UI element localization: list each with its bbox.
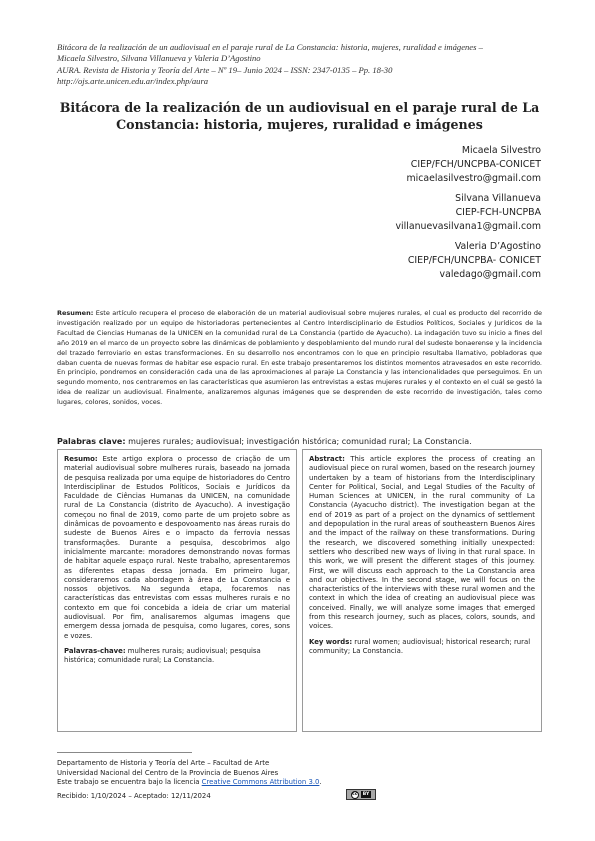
header-authors: Micaela Silvestro, Silvana Villanueva y Valeria D’Agostino	[57, 53, 261, 64]
author-email[interactable]: villanuevasilvana1@gmail.com	[395, 221, 541, 233]
abstract-english-text: This article explores the process of creating an audiovisual piece on rural women, based on the research journey undertaken by a team of historians from the Interdisciplinary Center for Political, Social, and Legal Studies of the Faculty of Human Sciences at UNICEN, in the rural community of La Constancia (Ayacucho district). The investigation began at the end of 2019 as part of a project on the dynamics of settlement and depopulation in the rural areas of southeastern Buenos Aires and the impact of the railway on these transformations. During the research, we discovered something initially unexpected: settlers who described new ways of living in that rural space. In this work, we will present the different stages of this journey. First, we will discuss each approach to the La Constancia area and our objectives. In the second stage, we will focus on the characteristics of the interviews with these rural women and the context in which the idea of creating an audiovisual piece was conceived. Finally, we will analyze some images that emerged from this research journey, such as places, colors, sounds, and voices.	[309, 455, 535, 631]
cc-icon: cc	[352, 791, 358, 797]
author-email[interactable]: micaelasilvestro@gmail.com	[406, 173, 541, 185]
footer	[57, 759, 542, 788]
received-accepted-dates: Recibido: 1/10/2024 – Aceptado: 12/11/2024	[57, 792, 211, 800]
keywords-english-label: Key words:	[309, 637, 353, 646]
abstract-portuguese-label: Resumo:	[64, 455, 98, 463]
keywords-portuguese	[64, 647, 290, 666]
keywords-english-text: rural women; audiovisual; historical research; rural community; La Constancia.	[309, 637, 531, 655]
author-name: Silvana Villanueva	[455, 193, 541, 204]
footer-university: Universidad Nacional del Centro de la Provincia de Buenos Aires	[57, 768, 279, 777]
author-name: Valeria D’Agostino	[454, 241, 541, 252]
author-block-1	[406, 144, 541, 187]
abstract-spanish-text: Este artículo recupera el proceso de elaboración de un material audiovisual sobre mujeres rurales, el cual es producto del recorrido de investigación realizado por un equipo de historiadoras pertenecientes al Centro Interdisciplinario de Estudios Políticos, Sociales y Jurídicos de la Facultad de Ciencias Humanas de la UNICEN en la comunidad rural de La Constancia (partido de Ayacucho). La indagación tuvo su inicio a fines del año 2019 en el marco de un proyecto sobre las dinámicas de poblamiento y despoblamiento del mundo rural del sudeste bonaerense y la incidencia del trazado ferroviario en estas transformaciones. En su desarrollo nos encontramos con lo que en principio resultaba llamativo, pobladoras que daban cuenta de nuevas formas de habitar ese espacio rural. En este trabajo presentaremos los distintos momentos atravesados en este recorrido. En principio, pondremos en consideración cada una de las aproximaciones al paraje La Constancia y las intencionalidades que perseguimos. En un segundo momento, nos centraremos en las características que asumieron las entrevistas a estas mujeres rurales y el contexto en el cuál se gestó la idea de realizar un audiovisual. Finalmente, analizaremos algunas imágenes que se desprenden de este recorrido de investigación, tales como lugares, colores, sonidos, voces.	[57, 309, 542, 407]
keywords-spanish	[57, 436, 542, 447]
abstract-spanish	[57, 309, 542, 408]
author-email[interactable]: valedago@gmail.com	[439, 269, 541, 281]
running-header	[57, 42, 542, 88]
author-block-3	[408, 240, 541, 283]
author-affiliation: CIEP/FCH/UNCPBA- CONICET	[407, 255, 541, 267]
abstract-english-box	[302, 449, 542, 732]
abstract-english-label: Abstract:	[309, 455, 345, 463]
author-affiliation: CIEP/FCH/UNCPBA-CONICET	[410, 159, 541, 171]
author-name: Micaela Silvestro	[461, 145, 541, 156]
footer-license-prefix: Este trabajo se encuentra bajo la licencia	[57, 778, 202, 787]
abstract-portuguese-box	[57, 449, 297, 732]
keywords-portuguese-label: Palavras-chave:	[64, 646, 126, 655]
keywords-portuguese-text: mulheres rurais; audiovisual; pesquisa histórica; comunidade rural; La Constancia.	[64, 646, 261, 665]
author-block-2	[395, 192, 541, 235]
header-article-title: Bitácora de la realización de un audiovisual en el paraje rural de La Constancia: historia, mujeres, ruralidad e imágenes –	[57, 42, 483, 52]
article-title	[57, 99, 542, 133]
abstract-spanish-label: Resumen:	[57, 309, 94, 317]
abstract-portuguese-text: Este artigo explora o processo de criação de um material audiovisual sobre mulheres rurais, baseado na jornada de pesquisa realizada por uma equipe de historiadores do Centro Interdisciplinar de Estudos Políticos, Sociais e Jurídicos da Faculdade de Ciências Humanas da UNICEN, na comunidade rural de La Constancia (distrito de Ayacucho). A investigação começou no final de 2019, como parte de um projeto sobre as dinâmicas de povoamento e despovoamento nas áreas rurais do sudeste de Buenos Aires e o impacto da ferrovia nessas transformações. Durante a pesquisa, descobrimos algo inicialmente marcante: moradores demonstrando novas formas de habitar aquele espaço rural. Neste trabalho, apresentaremos as diferentes etapas dessa jornada. Em primeiro lugar, consideraremos cada abordagem à área de La Constancia e nossos objetivos. Na segunda etapa, focaremos nas características das entrevistas com essas mulheres rurais e no contexto em que foi concebida a ideia de criar um material audiovisual. Por fim, analisaremos algumas imagens que emergem dessa jornada de pesquisa, como lugares, cores, sons e vozes.	[64, 455, 290, 640]
footer-divider	[57, 752, 192, 753]
abstract-portuguese	[64, 455, 290, 641]
cc-by-license-badge[interactable]	[346, 789, 376, 800]
author-affiliation: CIEP-FCH-UNCPBA	[455, 207, 541, 219]
keywords-spanish-text: mujeres rurales; audiovisual; investigación histórica; comunidad rural; La Constancia.	[125, 437, 472, 446]
article-title-line-1: Bitácora de la realización de un audiovisual en el paraje rural de La	[59, 100, 540, 115]
footer-license	[57, 778, 542, 788]
abstract-english	[309, 455, 535, 632]
by-label: BY	[362, 792, 370, 797]
keywords-spanish-label: Palabras clave:	[57, 437, 126, 446]
license-link[interactable]: Creative Commons Attribution 3.0	[201, 778, 320, 787]
header-journal-url[interactable]: http://ojs.arte.unicen.edu.ar/index.php/aura	[57, 76, 209, 87]
header-journal-info: AURA. Revista de Historia y Teoría del Arte – Nº 19– Junio 2024 – ISSN: 2347-0135 – Pp. 18-30	[57, 64, 393, 75]
keywords-english	[309, 638, 535, 657]
footer-department: Departamento de Historia y Teoría del Arte – Facultad de Arte	[57, 759, 270, 767]
footer-license-suffix: .	[319, 778, 322, 787]
article-title-line-2: Constancia: historia, mujeres, ruralidad e imágenes	[116, 117, 483, 132]
